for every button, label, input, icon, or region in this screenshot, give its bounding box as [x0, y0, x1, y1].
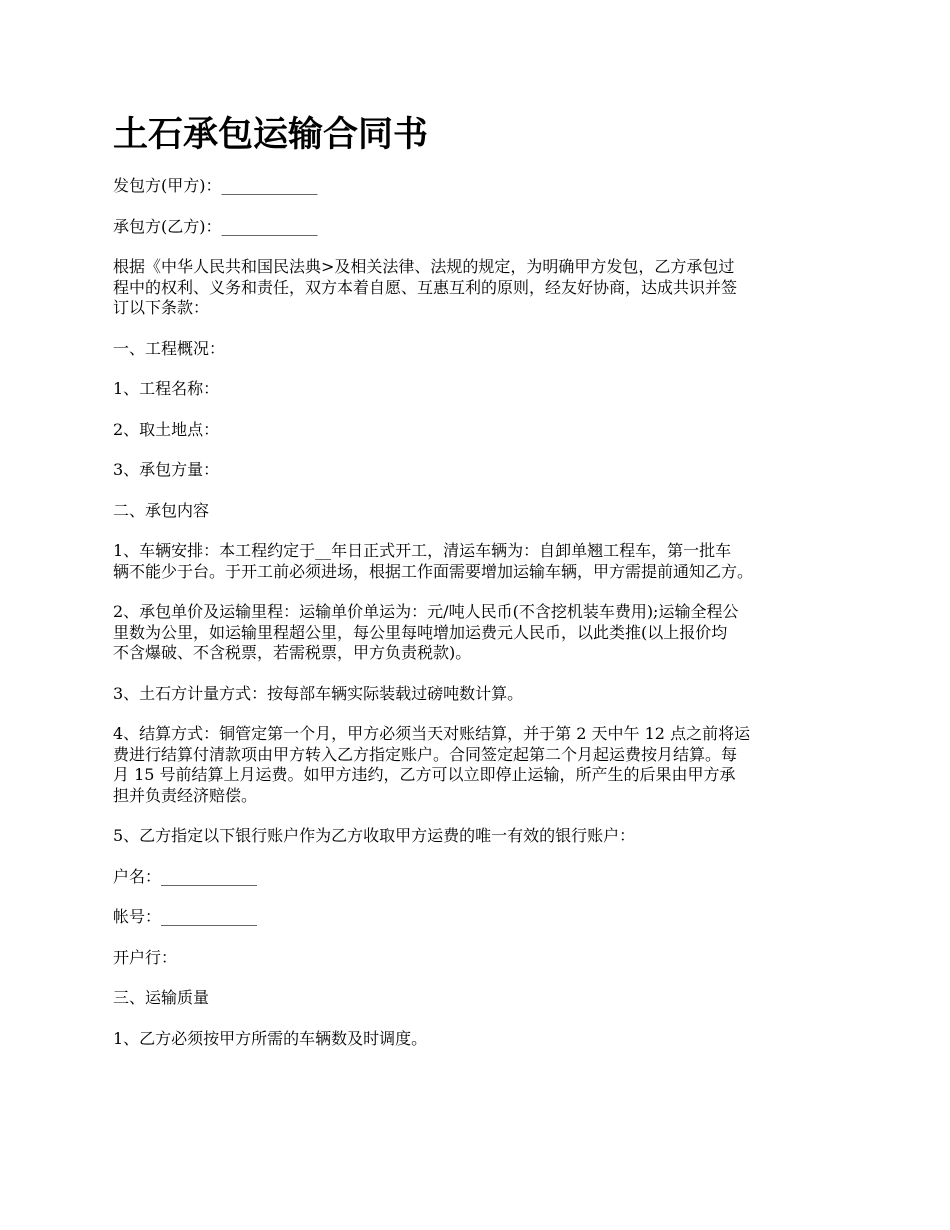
- section-heading: [113, 501, 843, 522]
- text-line: 1、工程名称：: [113, 379, 220, 398]
- text-line: 1、车辆安排：本工程约定于__年日正式开工，清运车辆为：自卸单翘工程车，第一批车: [113, 541, 732, 560]
- clause-paragraph: [113, 826, 843, 847]
- text-line: 担并负责经济赔偿。: [113, 785, 258, 805]
- text-line: 根据《中华人民共和国民法典>及相关法律、法规的规定，为明确甲方发包，乙方承包过: [113, 257, 735, 276]
- text-line: 2、承包单价及运输里程：运输单价单运为：元/吨人民币(不含挖机装车费用);运输全程公: [113, 602, 739, 621]
- clause-paragraph: [113, 602, 843, 664]
- text-line: 4、结算方式：铜管定第一个月，甲方必须当天对账结算，并于第 2 天中午 12 点之前将运: [113, 724, 751, 743]
- text-line: 1、乙方必须按甲方所需的车辆数及时调度。: [113, 1028, 428, 1048]
- clause-paragraph: [113, 1029, 843, 1050]
- document-title: 土石承包运输合同书: [113, 114, 429, 155]
- text-line: 2、取土地点：: [113, 419, 220, 439]
- text-line: 不含爆破、不含税票，若需税票，甲方负责税款)。: [113, 643, 472, 662]
- clause-paragraph: [113, 460, 843, 481]
- clause-paragraph: [113, 724, 843, 806]
- text-line: 程中的权利、义务和责任，双方本着自愿、互惠互利的原则，经友好协商，达成共识并签: [113, 277, 738, 297]
- text-line: 三、运输质量: [113, 988, 210, 1007]
- text-line: 帐号：____________: [113, 907, 258, 926]
- text-line: 户名：____________: [113, 866, 258, 886]
- clause-paragraph: [113, 684, 843, 705]
- bank-line: [113, 948, 843, 969]
- text-line: 3、土石方计量方式：按每部车辆实际装载过磅吨数计算。: [113, 683, 524, 703]
- clause-paragraph: [113, 379, 843, 400]
- party-a-line: [113, 176, 843, 197]
- text-line: 费进行结算付清款项由甲方转入乙方指定账户。合同签定起第二个月起运费按月结算。每: [113, 744, 738, 764]
- clause-paragraph: [113, 541, 843, 582]
- text-line: 一、工程概况：: [113, 338, 226, 358]
- account-name-line: [113, 867, 843, 888]
- account-number-line: [113, 907, 843, 928]
- text-line: 开户行：: [113, 947, 178, 967]
- text-line: 承包方(乙方)：____________: [113, 216, 318, 236]
- document-page: [113, 112, 843, 1069]
- text-line: 二、承包内容: [113, 500, 210, 520]
- text-line: 月 15 号前结算上月运费。如甲方违约，乙方可以立即停止运输，所产生的后果由甲方承: [113, 765, 736, 784]
- preamble-paragraph: [113, 257, 843, 319]
- party-b-line: [113, 217, 843, 238]
- clause-paragraph: [113, 420, 843, 441]
- text-line: 辆不能少于台。于开工前必须进场，根据工作面需要增加运输车辆，甲方需提前通知乙方。: [113, 561, 754, 581]
- section-heading: [113, 339, 843, 360]
- text-line: 里数为公里，如运输里程超公里，每公里每吨增加运费元人民币，以此类推(以上报价均: [113, 622, 728, 642]
- text-line: 订以下条款：: [113, 298, 210, 317]
- text-line: 3、承包方量：: [113, 460, 220, 479]
- text-line: 5、乙方指定以下银行账户作为乙方收取甲方运费的唯一有效的银行账户：: [113, 826, 636, 845]
- text-line: 发包方(甲方)：____________: [113, 176, 318, 195]
- section-heading: [113, 988, 843, 1009]
